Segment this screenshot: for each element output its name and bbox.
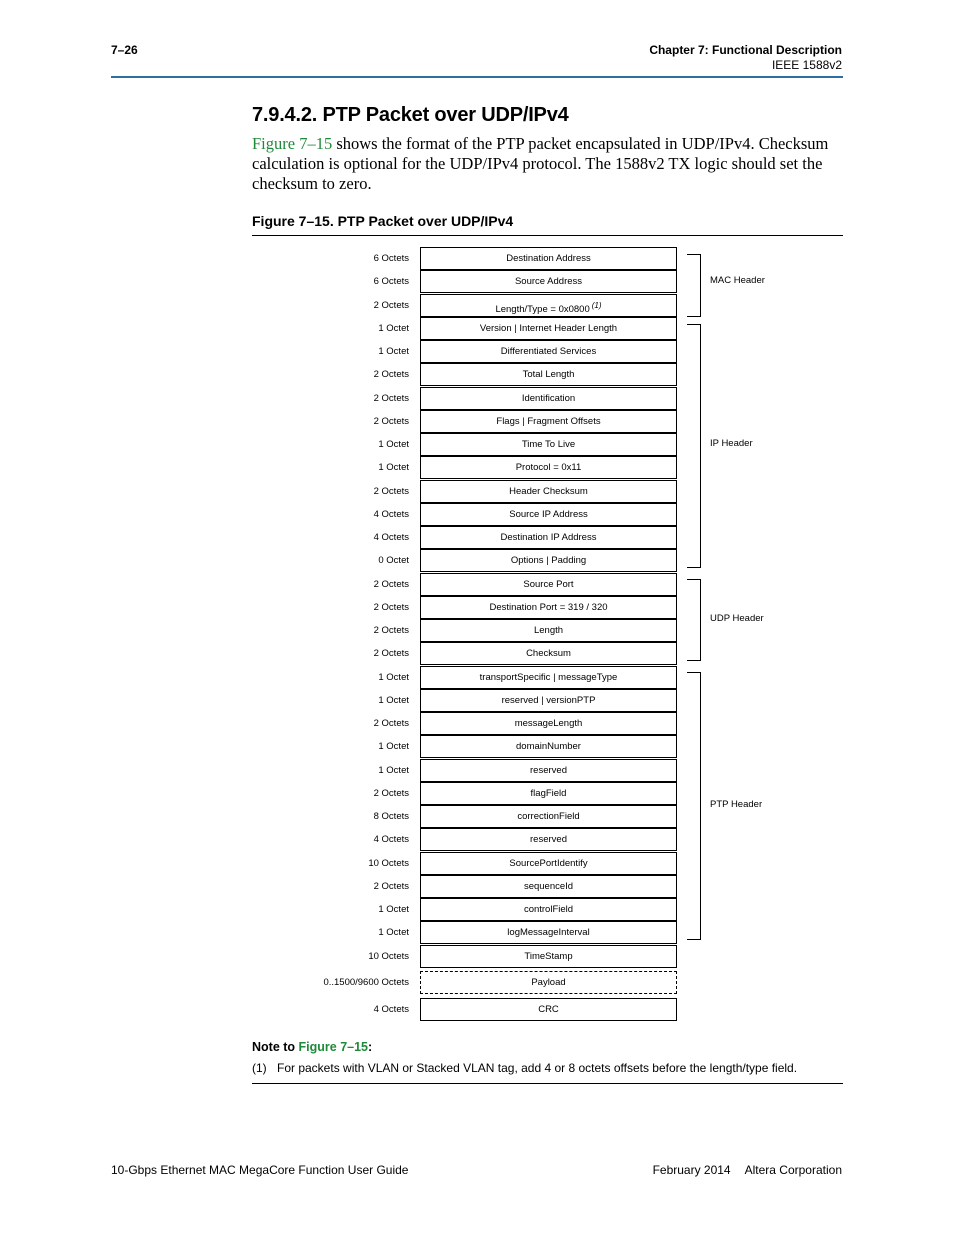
field-name: Differentiated Services <box>500 346 597 357</box>
footer-company: Altera Corporation <box>744 1163 842 1177</box>
field-box <box>420 456 677 479</box>
note-rule <box>252 1083 843 1084</box>
field-box <box>420 945 677 968</box>
packet-field-row <box>0 526 954 549</box>
field-size-label: 10 Octets <box>368 857 409 869</box>
field-size-label: 2 Octets <box>373 392 409 404</box>
field-size-label: 10 Octets <box>368 950 409 962</box>
packet-field-row <box>0 642 954 665</box>
packet-field-row <box>0 433 954 456</box>
field-name: reserved | versionPTP <box>501 694 596 706</box>
packet-field-row <box>0 782 954 805</box>
packet-field-row <box>0 735 954 758</box>
field-box <box>420 573 677 596</box>
field-name: flagField <box>530 787 567 799</box>
packet-field-row <box>0 387 954 410</box>
field-size-label: 2 Octets <box>373 648 409 660</box>
field-box <box>420 549 677 572</box>
field-box <box>420 247 677 270</box>
packet-field-row <box>0 666 954 689</box>
field-box <box>420 363 677 386</box>
field-size-label: 2 Octets <box>373 415 409 427</box>
field-name: Total Length <box>522 369 575 381</box>
field-size-label: 2 Octets <box>373 601 409 613</box>
field-name: domainNumber <box>516 741 581 753</box>
field-box <box>420 294 677 317</box>
packet-field-row <box>0 971 954 994</box>
chapter-title: Chapter 7: Functional Description <box>649 43 842 57</box>
field-box <box>420 526 677 549</box>
field-box <box>420 971 677 994</box>
field-name: Checksum <box>526 648 571 660</box>
field-box <box>420 805 677 828</box>
field-name: reserved <box>530 834 567 846</box>
note-title <box>252 1040 372 1054</box>
note-prefix: Note to <box>252 1040 299 1054</box>
field-name: transportSpecific | messageType <box>479 671 618 683</box>
field-name: Version | Internet Header Length <box>479 322 618 334</box>
packet-field-row <box>0 456 954 479</box>
field-box <box>420 480 677 503</box>
section-name: IEEE 1588v2 <box>771 58 842 72</box>
group-label: IP Header <box>710 438 753 449</box>
packet-field-row <box>0 898 954 921</box>
packet-field-row <box>0 410 954 433</box>
packet-field-row <box>0 619 954 642</box>
field-box <box>420 619 677 642</box>
field-box <box>420 317 677 340</box>
field-size-label: 2 Octets <box>373 578 409 590</box>
group-bracket <box>687 254 701 317</box>
body-paragraph <box>252 134 842 194</box>
packet-field-row <box>0 805 954 828</box>
field-size-label: 0 Octet <box>378 555 409 567</box>
packet-field-row <box>0 363 954 386</box>
packet-field-row <box>0 945 954 968</box>
field-box <box>420 712 677 735</box>
field-box <box>420 852 677 875</box>
field-size-label: 4 Octets <box>373 834 409 846</box>
group-bracket <box>687 579 701 661</box>
field-name: CRC <box>538 1004 559 1015</box>
packet-field-row <box>0 294 954 317</box>
field-size-label: 1 Octet <box>378 694 409 706</box>
field-box <box>420 689 677 712</box>
field-name: logMessageInterval <box>507 927 590 939</box>
field-size-label: 2 Octets <box>373 880 409 892</box>
field-name: Source Port <box>523 578 574 590</box>
field-name: messageLength <box>514 718 583 729</box>
field-size-label: 1 Octet <box>378 462 409 474</box>
footer-title: 10-Gbps Ethernet MAC MegaCore Function User Guide <box>111 1163 409 1177</box>
packet-field-row <box>0 247 954 270</box>
field-size-label: 4 Octets <box>373 532 409 543</box>
field-box <box>420 503 677 526</box>
field-size-label: 1 Octet <box>378 439 409 450</box>
field-size-label: 6 Octets <box>373 276 409 288</box>
field-name: Destination Port = 319 / 320 <box>489 601 608 613</box>
footer-date: February 2014 <box>652 1163 731 1177</box>
header-rule <box>111 76 843 78</box>
field-name: Destination IP Address <box>500 532 597 543</box>
field-size-label: 4 Octets <box>373 1004 409 1015</box>
field-box <box>420 433 677 456</box>
packet-field-row <box>0 503 954 526</box>
field-name: Source Address <box>514 276 583 288</box>
group-bracket <box>687 672 701 940</box>
field-size-label: 2 Octets <box>373 718 409 729</box>
field-size-label: 2 Octets <box>373 299 409 311</box>
paragraph-text: shows the format of the PTP packet encapsulated in UDP/IPv4. Checksum calculation is optional for the UDP/IPv4 protocol. The 1588v2 TX logic should set the checksum to zero. <box>252 134 829 193</box>
field-name: Length <box>533 625 564 636</box>
field-name: Length/Type = 0x0800 <box>495 303 590 315</box>
section-title: 7.9.4.2. PTP Packet over UDP/IPv4 <box>252 104 569 126</box>
field-name: correctionField <box>517 811 580 822</box>
packet-field-row <box>0 689 954 712</box>
group-label: MAC Header <box>710 275 765 286</box>
note-suffix: : <box>368 1040 373 1054</box>
field-box <box>420 998 677 1021</box>
field-size-label: 2 Octets <box>373 787 409 799</box>
field-name: Header Checksum <box>509 485 588 497</box>
note-figure-link[interactable]: Figure 7–15 <box>298 1040 369 1054</box>
field-box <box>420 828 677 851</box>
field-size-label: 2 Octets <box>373 369 409 381</box>
field-size-label: 4 Octets <box>373 508 409 520</box>
field-name: Protocol = 0x11 <box>515 462 582 474</box>
note-number: (1) <box>252 1061 267 1075</box>
field-name: controlField <box>523 904 574 915</box>
note-item <box>252 1061 797 1075</box>
field-name: SourcePortIdentify <box>509 857 588 869</box>
packet-field-row <box>0 998 954 1021</box>
field-name: TimeStamp <box>524 950 573 962</box>
field-box <box>420 782 677 805</box>
field-name: Destination Address <box>506 253 591 264</box>
field-size-label: 2 Octets <box>373 485 409 497</box>
field-box <box>420 410 677 433</box>
packet-field-row <box>0 712 954 735</box>
packet-field-row <box>0 270 954 293</box>
packet-field-row <box>0 317 954 340</box>
field-name: reserved <box>530 764 567 776</box>
field-box <box>420 875 677 898</box>
packet-field-row <box>0 596 954 619</box>
packet-field-row <box>0 480 954 503</box>
field-size-label: 6 Octets <box>373 253 409 264</box>
field-name: Options | Padding <box>510 555 587 567</box>
field-box <box>420 270 677 293</box>
field-name: Payload <box>531 977 566 988</box>
field-name: sequenceId <box>523 880 574 892</box>
field-box <box>420 666 677 689</box>
group-bracket <box>687 324 701 568</box>
field-size-label: 1 Octet <box>378 741 409 753</box>
figure-title: Figure 7–15. PTP Packet over UDP/IPv4 <box>252 213 514 229</box>
field-box <box>420 735 677 758</box>
running-header <box>649 43 842 73</box>
packet-field-row <box>0 852 954 875</box>
field-name: Flags | Fragment Offsets <box>496 415 601 427</box>
field-name: Time To Live <box>521 439 576 450</box>
packet-field-row <box>0 921 954 944</box>
note-text: For packets with VLAN or Stacked VLAN tag, add 4 or 8 octets offsets before the length/type field. <box>277 1061 798 1075</box>
field-size-label: 2 Octets <box>373 625 409 636</box>
footnote-marker: (1) <box>591 300 602 310</box>
group-label: PTP Header <box>710 799 763 810</box>
field-size-label: 1 Octet <box>378 322 409 334</box>
field-size-label: 8 Octets <box>373 811 409 822</box>
field-size-label: 1 Octet <box>378 671 409 683</box>
field-box <box>420 596 677 619</box>
packet-field-row <box>0 828 954 851</box>
field-box <box>420 340 677 363</box>
field-size-label: 0..1500/9600 Octets <box>323 977 409 988</box>
field-size-label: 1 Octet <box>378 904 409 915</box>
packet-field-row <box>0 875 954 898</box>
field-size-label: 1 Octet <box>378 346 409 357</box>
field-box <box>420 387 677 410</box>
footer-info <box>653 1163 842 1177</box>
field-box <box>420 921 677 944</box>
field-size-label: 1 Octet <box>378 927 409 939</box>
packet-field-row <box>0 573 954 596</box>
field-size-label: 1 Octet <box>378 764 409 776</box>
field-name: Identification <box>521 392 576 404</box>
group-label: UDP Header <box>710 613 764 624</box>
field-name: Source IP Address <box>509 508 588 520</box>
figure-link[interactable]: Figure 7–15 <box>252 134 333 153</box>
field-box <box>420 898 677 921</box>
field-box <box>420 759 677 782</box>
page-number: 7–26 <box>111 43 138 57</box>
field-box <box>420 642 677 665</box>
packet-field-row <box>0 759 954 782</box>
figure-rule <box>252 235 843 236</box>
packet-field-row <box>0 340 954 363</box>
packet-field-row <box>0 549 954 572</box>
